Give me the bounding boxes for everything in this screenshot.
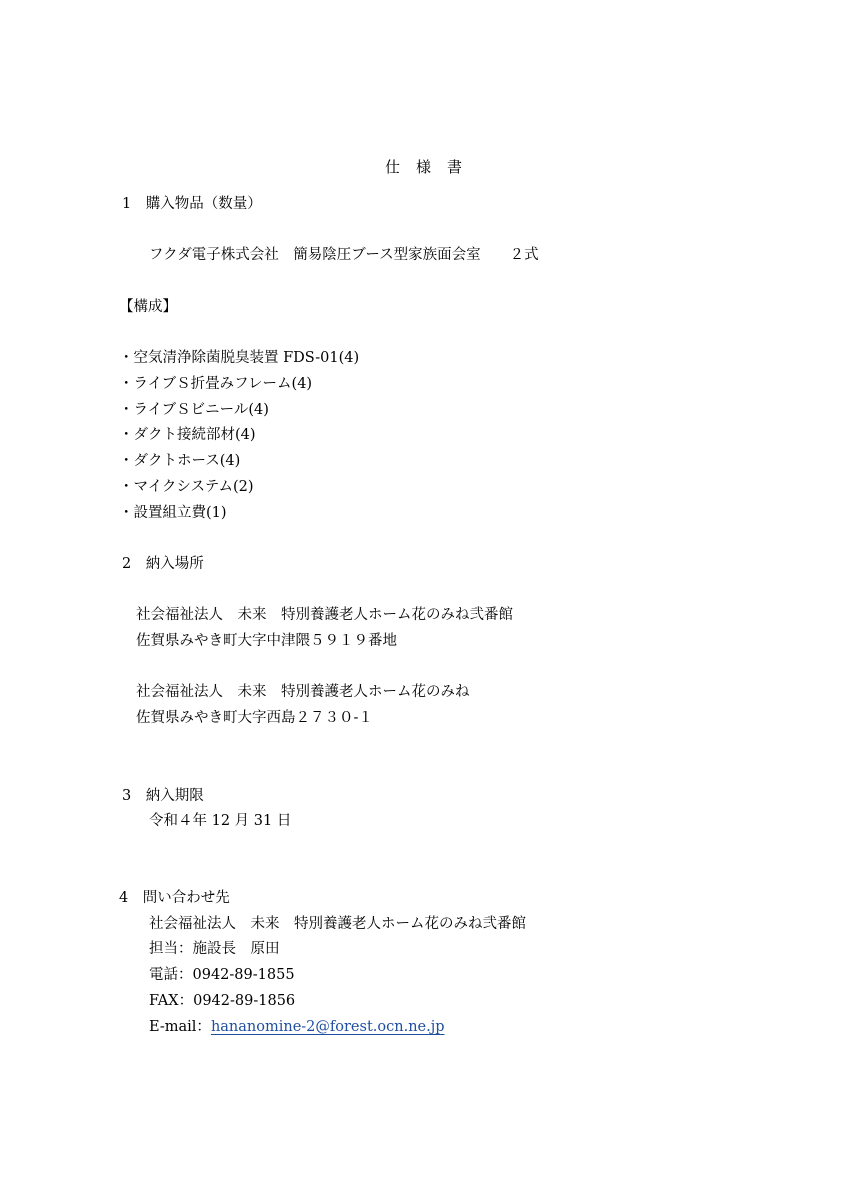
- title-char-1: 仕: [384, 158, 402, 176]
- title-char-3: 書: [447, 158, 465, 176]
- section3-heading: 3 納入期限: [122, 788, 204, 804]
- component-item: ・ダクト接続部材(4): [119, 427, 256, 443]
- location-address: 佐賀県みやき町大字中津隈５９１９番地: [136, 633, 397, 649]
- section4-heading: 4 問い合わせ先: [119, 890, 230, 906]
- contact-fax: FAX：0942-89-1856: [149, 993, 296, 1009]
- contact-person: 担当：施設長 原田: [149, 941, 280, 957]
- email-link[interactable]: hananomine-2@forest.ocn.ne.jp: [210, 1019, 445, 1035]
- component-item: ・マイクシステム(2): [119, 479, 254, 495]
- component-item: ・設置組立費(1): [119, 505, 227, 521]
- component-item: ・ライブＳ折畳みフレーム(4): [119, 376, 313, 392]
- location-address: 佐賀県みやき町大字西島２７３０-１: [136, 710, 373, 726]
- contact-organization: 社会福祉法人 未来 特別養護老人ホーム花のみね弐番館: [149, 916, 526, 932]
- contact-phone: 電話：0942-89-1855: [149, 967, 295, 983]
- title-char-2: 様: [415, 158, 433, 176]
- email-label: E-mail：: [149, 1019, 211, 1035]
- location-name: 社会福祉法人 未来 特別養護老人ホーム花のみね弐番館: [136, 607, 513, 623]
- purchase-item: フクダ電子株式会社 簡易陰圧ブース型家族面会室 ２式: [149, 247, 539, 263]
- section1-heading: 1 購入物品（数量）: [122, 196, 262, 212]
- component-item: ・ダクトホース(4): [119, 453, 241, 469]
- component-item: ・空気清浄除菌脱臭装置 FDS-01(4): [119, 350, 360, 366]
- composition-label: 【構成】: [119, 299, 177, 315]
- section2-heading: 2 納入場所: [122, 556, 204, 572]
- component-item: ・ライブＳビニール(4): [119, 402, 269, 418]
- contact-email-row: [149, 1020, 445, 1035]
- delivery-deadline: 令和４年 12 月 31 日: [149, 813, 292, 829]
- location-name: 社会福祉法人 未来 特別養護老人ホーム花のみね: [136, 684, 470, 700]
- document-title: [0, 160, 849, 175]
